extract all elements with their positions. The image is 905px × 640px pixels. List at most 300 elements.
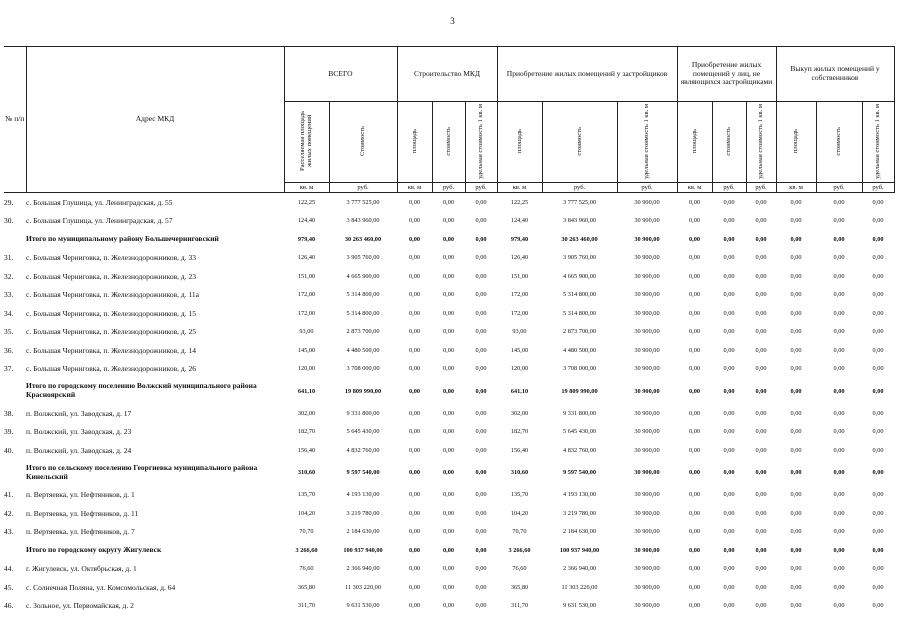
subheader-developer-unit-cost: удельная стоимость 1 кв. м xyxy=(617,102,677,183)
value-cell: 145,00 xyxy=(510,346,529,354)
value-cell: 182,70 xyxy=(510,428,529,436)
value-cell: 3 777 525,00 xyxy=(562,198,597,206)
value-cell: 0,00 xyxy=(790,346,802,354)
value-cell: 0,00 xyxy=(833,428,845,436)
address-cell: с. Большая Черниговка, п. Железнодорожников, д. 14 xyxy=(26,345,196,355)
row-number xyxy=(4,230,26,249)
table-row xyxy=(4,597,894,616)
value-cell: 641,10 xyxy=(510,387,529,395)
value-cell: 0,00 xyxy=(475,198,487,206)
table-row xyxy=(4,423,894,442)
value-cell: 0,00 xyxy=(723,235,735,243)
value-cell: 0,00 xyxy=(790,509,802,517)
unit-label: руб. xyxy=(432,183,465,193)
value-cell: 0,00 xyxy=(755,235,767,243)
value-cell: 0,00 xyxy=(408,198,421,206)
value-cell: 2 873 700,00 xyxy=(562,328,597,336)
unit-label: руб. xyxy=(465,183,497,193)
value-cell: 0,00 xyxy=(475,446,487,454)
table-body xyxy=(4,193,894,616)
row-number: 44. xyxy=(4,564,14,574)
value-cell: 30 900,00 xyxy=(634,309,660,317)
group-header-total: ВСЕГО xyxy=(284,47,397,102)
value-cell: 0,00 xyxy=(872,346,884,354)
subheader-nondeveloper-cost: стоимость xyxy=(712,102,746,183)
value-cell: 0,00 xyxy=(833,446,845,454)
value-cell: 30 900,00 xyxy=(634,565,660,573)
value-cell: 3 843 960,00 xyxy=(562,217,597,225)
value-cell: 0,00 xyxy=(442,291,455,299)
value-cell: 3 708 000,00 xyxy=(346,365,380,373)
value-cell: 30 900,00 xyxy=(634,583,660,591)
value-cell: 3 777 525,00 xyxy=(346,198,380,206)
address-cell: с. Большая Глушица, ул. Ленинградская, д. 55 xyxy=(26,197,173,207)
value-cell: 0,00 xyxy=(790,469,802,476)
value-cell: 3 843 960,00 xyxy=(346,217,380,225)
value-cell: 0,00 xyxy=(442,346,455,354)
value-cell: 3 905 760,00 xyxy=(562,254,597,262)
value-cell: 30 900,00 xyxy=(634,509,660,517)
value-cell: 0,00 xyxy=(790,235,802,243)
value-cell: 0,00 xyxy=(689,565,701,573)
value-cell: 3 219 780,00 xyxy=(562,509,597,517)
value-cell: 0,00 xyxy=(833,546,845,554)
value-cell: 311,70 xyxy=(510,602,529,610)
value-cell: 0,00 xyxy=(833,291,845,299)
value-cell: 0,00 xyxy=(689,409,701,417)
value-cell: 30 900,00 xyxy=(634,328,660,336)
value-cell: 0,00 xyxy=(689,428,701,436)
row-number: 30. xyxy=(4,216,14,226)
value-cell: 0,00 xyxy=(408,491,421,499)
value-cell: 0,00 xyxy=(755,583,767,591)
value-cell: 0,00 xyxy=(475,469,487,476)
unit-label: кв. м xyxy=(497,183,542,193)
subheader-buyout-area: площадь xyxy=(776,102,816,183)
value-cell: 30 900,00 xyxy=(634,546,660,554)
value-cell: 30 900,00 xyxy=(634,198,660,206)
value-cell: 30 900,00 xyxy=(634,387,660,395)
value-cell: 0,00 xyxy=(755,254,767,262)
address-cell: п. Волжский, ул. Заводская, д. 23 xyxy=(26,427,132,437)
address-cell: п. Вертяевка, ул. Нефтяников, д. 7 xyxy=(26,527,135,537)
value-cell: 0,00 xyxy=(755,509,767,517)
row-number: 38. xyxy=(4,408,14,418)
value-cell: 0,00 xyxy=(872,217,884,225)
value-cell: 0,00 xyxy=(723,387,735,395)
value-cell: 120,00 xyxy=(510,365,529,373)
value-cell: 0,00 xyxy=(475,235,487,243)
value-cell: 0,00 xyxy=(689,365,701,373)
value-cell: 0,00 xyxy=(723,409,735,417)
value-cell: 0,00 xyxy=(475,602,487,610)
value-cell: 0,00 xyxy=(723,217,735,225)
value-cell: 0,00 xyxy=(442,217,455,225)
value-cell: 0,00 xyxy=(442,365,455,373)
value-cell: 0,00 xyxy=(408,365,421,373)
value-cell: 4 480 500,00 xyxy=(562,346,597,354)
address-cell: с. Большая Черниговка, п. Железнодорожников, д. 26 xyxy=(26,364,196,374)
value-cell: 0,00 xyxy=(689,469,701,476)
total-label: Итого по муниципальному району Большечерниговский xyxy=(26,233,219,243)
value-cell: 5 645 430,00 xyxy=(346,428,380,436)
value-cell: 2 366 940,00 xyxy=(346,565,380,573)
value-cell: 310,60 xyxy=(510,469,529,476)
value-cell: 4 665 900,00 xyxy=(346,272,380,280)
value-cell: 0,00 xyxy=(689,309,701,317)
value-cell: 156,40 xyxy=(297,446,316,454)
value-cell: 0,00 xyxy=(872,491,884,499)
value-cell: 0,00 xyxy=(833,328,845,336)
value-cell: 30 900,00 xyxy=(634,409,660,417)
value-cell: 0,00 xyxy=(442,469,455,476)
value-cell: 0,00 xyxy=(723,272,735,280)
value-cell: 0,00 xyxy=(723,346,735,354)
subheader-nondeveloper-unit-cost: удельная стоимость 1 кв. м xyxy=(746,102,776,183)
address-cell: с. Большая Глушица, ул. Ленинградская, д. 57 xyxy=(26,216,173,226)
unit-label: кв. м xyxy=(677,183,712,193)
value-cell: 0,00 xyxy=(790,272,802,280)
value-cell: 135,70 xyxy=(297,491,316,499)
value-cell: 0,00 xyxy=(442,409,455,417)
value-cell: 4 832 760,00 xyxy=(346,446,380,454)
value-cell: 0,00 xyxy=(475,365,487,373)
value-cell: 0,00 xyxy=(833,235,845,243)
row-number: 29. xyxy=(4,197,14,207)
value-cell: 0,00 xyxy=(872,365,884,373)
value-cell: 0,00 xyxy=(755,272,767,280)
value-cell: 9 597 540,00 xyxy=(562,469,597,476)
row-number xyxy=(4,541,26,560)
value-cell: 2 184 630,00 xyxy=(346,528,380,536)
value-cell: 0,00 xyxy=(475,491,487,499)
value-cell: 0,00 xyxy=(408,387,421,395)
value-cell: 4 193 130,00 xyxy=(346,491,380,499)
value-cell: 30 900,00 xyxy=(634,217,660,225)
value-cell: 0,00 xyxy=(833,565,845,573)
value-cell: 122,25 xyxy=(510,198,529,206)
value-cell: 0,00 xyxy=(833,509,845,517)
value-cell: 0,00 xyxy=(790,409,802,417)
value-cell: 979,40 xyxy=(297,235,316,243)
value-cell: 0,00 xyxy=(442,491,455,499)
value-cell: 135,70 xyxy=(510,491,529,499)
value-cell: 0,00 xyxy=(872,309,884,317)
value-cell: 0,00 xyxy=(442,583,455,591)
value-cell: 2 873 700,00 xyxy=(346,328,380,336)
address-cell: с. Большая Черниговка, п. Железнодорожников, д. 11а xyxy=(26,290,200,300)
unit-label: руб. xyxy=(542,183,617,193)
address-cell: с. Зольное, ул. Первомайская, д. 2 xyxy=(26,601,134,611)
value-cell: 0,00 xyxy=(689,491,701,499)
value-cell: 182,70 xyxy=(297,428,316,436)
value-cell: 0,00 xyxy=(872,235,884,243)
value-cell: 0,00 xyxy=(475,509,487,517)
address-cell: с. Большая Черниговка, п. Железнодорожников, д. 15 xyxy=(26,308,196,318)
value-cell: 0,00 xyxy=(833,272,845,280)
row-number: 31. xyxy=(4,253,14,263)
value-cell: 0,00 xyxy=(755,291,767,299)
value-cell: 9 597 540,00 xyxy=(346,469,380,476)
address-cell: с. Большая Черниговка, п. Железнодорожников, д. 23 xyxy=(26,271,196,281)
value-cell: 5 314 800,00 xyxy=(562,309,597,317)
value-cell: 302,00 xyxy=(297,409,316,417)
value-cell: 0,00 xyxy=(833,469,845,476)
value-cell: 5 314 800,00 xyxy=(346,309,380,317)
value-cell: 9 631 530,00 xyxy=(346,602,380,610)
value-cell: 0,00 xyxy=(475,346,487,354)
value-cell: 0,00 xyxy=(442,528,455,536)
table-total-row xyxy=(4,541,894,560)
group-header-developer-purchase: Приобретение жилых помещений у застройщиков xyxy=(497,47,677,102)
value-cell: 0,00 xyxy=(475,309,487,317)
value-cell: 172,00 xyxy=(297,291,316,299)
value-cell: 100 937 940,00 xyxy=(343,546,383,554)
value-cell: 3 266,60 xyxy=(508,546,531,554)
value-cell: 0,00 xyxy=(755,469,767,476)
value-cell: 0,00 xyxy=(723,583,735,591)
value-cell: 0,00 xyxy=(872,387,884,395)
value-cell: 0,00 xyxy=(408,291,421,299)
table-row xyxy=(4,212,894,231)
value-cell: 0,00 xyxy=(755,446,767,454)
value-cell: 93,00 xyxy=(299,328,314,336)
value-cell: 0,00 xyxy=(723,546,735,554)
value-cell: 122,25 xyxy=(297,198,316,206)
page-number: 3 xyxy=(450,16,455,26)
address-cell: с. Большая Черниговка, п. Железнодорожников, д. 25 xyxy=(26,327,196,337)
value-cell: 0,00 xyxy=(755,602,767,610)
value-cell: 302,00 xyxy=(510,409,529,417)
table-row xyxy=(4,578,894,597)
value-cell: 0,00 xyxy=(723,254,735,262)
value-cell: 0,00 xyxy=(475,387,487,395)
value-cell: 0,00 xyxy=(475,217,487,225)
value-cell: 0,00 xyxy=(689,583,701,591)
value-cell: 0,00 xyxy=(408,328,421,336)
value-cell: 0,00 xyxy=(872,565,884,573)
row-number: 46. xyxy=(4,601,14,611)
value-cell: 0,00 xyxy=(872,328,884,336)
table-total-row xyxy=(4,378,894,404)
value-cell: 365,80 xyxy=(510,583,529,591)
value-cell: 0,00 xyxy=(755,528,767,536)
value-cell: 0,00 xyxy=(833,583,845,591)
table-row xyxy=(4,267,894,286)
value-cell: 0,00 xyxy=(833,387,845,395)
value-cell: 0,00 xyxy=(723,365,735,373)
value-cell: 30 900,00 xyxy=(634,235,660,243)
value-cell: 641,10 xyxy=(297,387,316,395)
value-cell: 0,00 xyxy=(475,254,487,262)
value-cell: 93,00 xyxy=(512,328,527,336)
value-cell: 0,00 xyxy=(790,546,802,554)
value-cell: 0,00 xyxy=(723,491,735,499)
value-cell: 70,70 xyxy=(512,528,527,536)
value-cell: 0,00 xyxy=(872,528,884,536)
value-cell: 104,20 xyxy=(297,509,316,517)
value-cell: 4 480 500,00 xyxy=(346,346,380,354)
row-number: 36. xyxy=(4,345,14,355)
value-cell: 30 263 460,00 xyxy=(344,235,382,243)
value-cell: 0,00 xyxy=(790,565,802,573)
subheader-developer-cost: стоимость xyxy=(542,102,617,183)
value-cell: 0,00 xyxy=(790,528,802,536)
value-cell: 70,70 xyxy=(299,528,314,536)
value-cell: 30 900,00 xyxy=(634,528,660,536)
value-cell: 0,00 xyxy=(442,602,455,610)
row-number xyxy=(4,378,26,404)
value-cell: 0,00 xyxy=(755,546,767,554)
value-cell: 0,00 xyxy=(872,469,884,476)
value-cell: 0,00 xyxy=(408,509,421,517)
address-cell: п. Волжский, ул. Заводская, д. 24 xyxy=(26,445,132,455)
value-cell: 0,00 xyxy=(442,198,455,206)
value-cell: 979,40 xyxy=(510,235,529,243)
value-cell: 0,00 xyxy=(833,491,845,499)
value-cell: 0,00 xyxy=(872,254,884,262)
subheader-buyout-unit-cost: удельная стоимость 1 кв. м xyxy=(862,102,894,183)
address-cell: п. Вертяевка, ул. Нефтяников, д. 11 xyxy=(26,508,139,518)
value-cell: 0,00 xyxy=(833,198,845,206)
total-label: Итого по сельскому поселению Георгиевка муниципального района Кинельский xyxy=(26,462,258,481)
value-cell: 5 645 430,00 xyxy=(562,428,597,436)
value-cell: 30 263 460,00 xyxy=(561,235,598,243)
value-cell: 0,00 xyxy=(723,328,735,336)
address-cell: с. Солнечная Поляна, ул. Комсомольская, д. 64 xyxy=(26,582,176,592)
value-cell: 0,00 xyxy=(723,509,735,517)
value-cell: 0,00 xyxy=(872,198,884,206)
value-cell: 0,00 xyxy=(408,602,421,610)
value-cell: 0,00 xyxy=(872,583,884,591)
value-cell: 0,00 xyxy=(689,546,701,554)
value-cell: 0,00 xyxy=(790,387,802,395)
value-cell: 0,00 xyxy=(442,235,455,243)
value-cell: 0,00 xyxy=(723,428,735,436)
value-cell: 0,00 xyxy=(790,254,802,262)
table-row xyxy=(4,249,894,268)
subheader-total-area: Расселяемая площадь жилых помещений xyxy=(284,102,329,183)
unit-label: руб. xyxy=(746,183,776,193)
value-cell: 172,00 xyxy=(510,309,529,317)
unit-label: руб. xyxy=(617,183,677,193)
subheader-construction-area: площадь xyxy=(397,102,432,183)
value-cell: 0,00 xyxy=(790,291,802,299)
value-cell: 0,00 xyxy=(689,217,701,225)
value-cell: 0,00 xyxy=(689,346,701,354)
value-cell: 0,00 xyxy=(475,528,487,536)
value-cell: 76,60 xyxy=(299,565,314,573)
table-row xyxy=(4,523,894,542)
value-cell: 30 900,00 xyxy=(634,346,660,354)
value-cell: 0,00 xyxy=(689,387,701,395)
value-cell: 0,00 xyxy=(790,309,802,317)
resettlement-table xyxy=(4,46,895,615)
subheader-nondeveloper-area: площадь xyxy=(677,102,712,183)
value-cell: 0,00 xyxy=(442,387,455,395)
address-cell: п. Волжский, ул. Заводская, д. 17 xyxy=(26,408,132,418)
value-cell: 0,00 xyxy=(872,272,884,280)
value-cell: 19 809 990,00 xyxy=(561,387,598,395)
value-cell: 0,00 xyxy=(790,328,802,336)
value-cell: 0,00 xyxy=(790,602,802,610)
value-cell: 0,00 xyxy=(442,546,455,554)
value-cell: 0,00 xyxy=(408,546,421,554)
value-cell: 2 184 630,00 xyxy=(562,528,597,536)
value-cell: 0,00 xyxy=(872,409,884,417)
unit-label: руб. xyxy=(816,183,862,193)
table-row xyxy=(4,504,894,523)
value-cell: 0,00 xyxy=(475,328,487,336)
value-cell: 0,00 xyxy=(833,217,845,225)
row-number: 32. xyxy=(4,271,14,281)
value-cell: 30 900,00 xyxy=(634,428,660,436)
group-header-non-developer-purchase: Приобретение жилых помещений у лиц, не являющихся застройщиками xyxy=(677,47,776,102)
subheader-construction-unit-cost: удельная стоимость 1 кв. м xyxy=(465,102,497,183)
value-cell: 30 900,00 xyxy=(634,469,660,476)
row-number: 33. xyxy=(4,290,14,300)
value-cell: 0,00 xyxy=(723,309,735,317)
value-cell: 0,00 xyxy=(408,446,421,454)
table-row xyxy=(4,360,894,379)
value-cell: 0,00 xyxy=(723,565,735,573)
value-cell: 4 193 130,00 xyxy=(562,491,597,499)
value-cell: 0,00 xyxy=(475,565,487,573)
unit-label: кв. м xyxy=(397,183,432,193)
row-number: 45. xyxy=(4,582,14,592)
table-row xyxy=(4,404,894,423)
value-cell: 2 366 940,00 xyxy=(562,565,597,573)
value-cell: 0,00 xyxy=(442,328,455,336)
table-row xyxy=(4,323,894,342)
value-cell: 0,00 xyxy=(408,346,421,354)
value-cell: 0,00 xyxy=(408,272,421,280)
value-cell: 0,00 xyxy=(790,198,802,206)
value-cell: 0,00 xyxy=(475,291,487,299)
value-cell: 0,00 xyxy=(755,365,767,373)
value-cell: 0,00 xyxy=(475,428,487,436)
value-cell: 0,00 xyxy=(475,583,487,591)
value-cell: 0,00 xyxy=(723,198,735,206)
value-cell: 0,00 xyxy=(442,309,455,317)
value-cell: 0,00 xyxy=(475,546,487,554)
value-cell: 0,00 xyxy=(872,446,884,454)
value-cell: 151,00 xyxy=(297,272,316,280)
value-cell: 0,00 xyxy=(442,428,455,436)
table-row xyxy=(4,286,894,305)
value-cell: 0,00 xyxy=(408,528,421,536)
value-cell: 30 900,00 xyxy=(634,602,660,610)
value-cell: 30 900,00 xyxy=(634,291,660,299)
value-cell: 100 937 940,00 xyxy=(559,546,600,554)
table-row xyxy=(4,560,894,579)
row-number: 41. xyxy=(4,490,14,500)
value-cell: 0,00 xyxy=(723,528,735,536)
value-cell: 0,00 xyxy=(689,235,701,243)
value-cell: 0,00 xyxy=(833,254,845,262)
value-cell: 0,00 xyxy=(408,583,421,591)
unit-label: руб. xyxy=(712,183,746,193)
address-cell: г. Жигулевск, ул. Октябрьская, д. 1 xyxy=(26,564,137,574)
value-cell: 145,00 xyxy=(297,346,316,354)
row-number: 39. xyxy=(4,427,14,437)
value-cell: 0,00 xyxy=(755,565,767,573)
subheader-buyout-cost: стоимость xyxy=(816,102,862,183)
value-cell: 126,40 xyxy=(297,254,316,262)
table-row xyxy=(4,304,894,323)
group-header-construction: Строительство МКД xyxy=(397,47,497,102)
value-cell: 3 266,60 xyxy=(295,546,318,554)
